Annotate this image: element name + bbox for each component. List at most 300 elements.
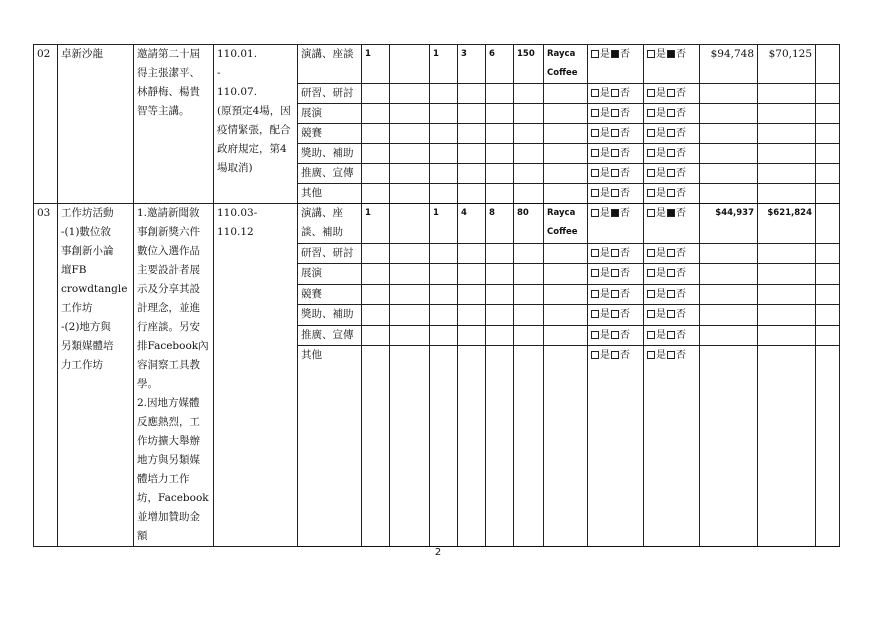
- yes-checkbox[interactable]: [591, 50, 599, 58]
- no-checkbox[interactable]: [667, 209, 675, 217]
- no-label: 否: [676, 49, 686, 60]
- yes-checkbox[interactable]: [591, 351, 599, 359]
- stat-value: [362, 104, 390, 124]
- yes-label: 是: [600, 288, 610, 300]
- venue: [544, 104, 588, 124]
- option-group-cell: [588, 305, 644, 325]
- option-group-cell: [644, 325, 700, 345]
- yes-checkbox[interactable]: [647, 189, 655, 197]
- page-number: 2: [434, 547, 442, 558]
- activity-table: [33, 44, 840, 547]
- yes-label: 是: [600, 309, 610, 321]
- yes-label: 是: [656, 128, 666, 139]
- no-label: 否: [620, 49, 630, 60]
- stat-value: [430, 144, 458, 164]
- stat-value: [430, 164, 458, 184]
- stat-value: [390, 346, 430, 547]
- venue: [544, 284, 588, 304]
- remarks-cell: [816, 264, 840, 284]
- stat-value: [514, 144, 544, 164]
- no-checkbox[interactable]: [611, 109, 619, 117]
- category-label: 競賽: [298, 284, 362, 304]
- no-checkbox[interactable]: [611, 89, 619, 97]
- stat-value: [362, 164, 390, 184]
- no-label: 否: [676, 329, 686, 341]
- option-group-cell: [588, 346, 644, 547]
- item-description: 邀請第二十屆 得主張潔平、 林靜梅、楊貴 智等主講。: [134, 45, 214, 204]
- amount-1: [700, 144, 758, 164]
- no-checkbox[interactable]: [611, 269, 619, 277]
- no-checkbox[interactable]: [611, 189, 619, 197]
- amount-2: [758, 184, 816, 204]
- amount-1: [700, 104, 758, 124]
- stat-value: [390, 325, 430, 345]
- stat-value: [486, 284, 514, 304]
- amount-1: [700, 346, 758, 547]
- no-label: 否: [676, 128, 686, 139]
- stat-value: [430, 284, 458, 304]
- yes-checkbox[interactable]: [647, 169, 655, 177]
- yes-label: 是: [656, 268, 666, 280]
- yes-label: 是: [600, 148, 610, 159]
- no-label: 否: [620, 268, 630, 280]
- yes-checkbox[interactable]: [591, 169, 599, 177]
- stat-value: [362, 84, 390, 104]
- stat-value: [486, 84, 514, 104]
- stat-value: [362, 325, 390, 345]
- option-group-cell: [644, 164, 700, 184]
- amount-1: [700, 84, 758, 104]
- no-label: 否: [676, 350, 686, 362]
- stat-value: [430, 104, 458, 124]
- stat-value: [458, 84, 486, 104]
- no-label: 否: [676, 309, 686, 321]
- amount-2: $621,824: [758, 204, 816, 244]
- no-checkbox[interactable]: [611, 149, 619, 157]
- no-label: 否: [676, 88, 686, 99]
- no-checkbox[interactable]: [611, 249, 619, 257]
- option-group-cell: [644, 184, 700, 204]
- stat-value: [458, 243, 486, 263]
- option-group-cell: [588, 84, 644, 104]
- stat-value: [390, 305, 430, 325]
- yes-label: 是: [600, 128, 610, 139]
- option-group-cell: [644, 124, 700, 144]
- option-group-cell: [644, 144, 700, 164]
- no-label: 否: [620, 288, 630, 300]
- yes-checkbox[interactable]: [591, 149, 599, 157]
- option-group-cell: [588, 284, 644, 304]
- amount-1: [700, 305, 758, 325]
- stat-value: [486, 184, 514, 204]
- yes-label: 是: [600, 268, 610, 280]
- option-group-cell: [588, 104, 644, 124]
- stat-value: [430, 243, 458, 263]
- yes-checkbox[interactable]: [647, 331, 655, 339]
- option-group-cell: [644, 84, 700, 104]
- stat-value: [458, 144, 486, 164]
- option-group-cell: [588, 204, 644, 244]
- yes-checkbox[interactable]: [591, 129, 599, 137]
- stat-value: [430, 184, 458, 204]
- venue: [544, 164, 588, 184]
- item-description: 1.邀請新聞敘 事創新獎六件 數位入選作品 主要設計者展 示及分享其設 計理念，並進 行座談。另安 排Facebook內 容洞察工具教 學。 2.因地方媒體 反應熱烈，工 作坊擴大舉辦 地方與另類媒 體培力工作 坊，Facebook 並增加贊助金 額: [134, 204, 214, 547]
- stat-value: [390, 104, 430, 124]
- remarks-cell: [816, 184, 840, 204]
- no-checkbox[interactable]: [667, 189, 675, 197]
- stat-value: [430, 305, 458, 325]
- option-group-cell: [588, 164, 644, 184]
- stat-value: 1: [362, 204, 390, 244]
- option-group-cell: [644, 243, 700, 263]
- option-group-cell: [588, 124, 644, 144]
- yes-label: 是: [656, 288, 666, 300]
- item-title: 卓新沙龍: [58, 45, 134, 204]
- stat-value: [390, 144, 430, 164]
- yes-checkbox[interactable]: [591, 290, 599, 298]
- stat-value: [486, 104, 514, 124]
- category-label: 演講、座談: [298, 45, 362, 84]
- stat-value: [390, 164, 430, 184]
- no-label: 否: [676, 247, 686, 259]
- category-label: 獎助、補助: [298, 144, 362, 164]
- venue: [544, 305, 588, 325]
- stat-value: [390, 45, 430, 84]
- yes-checkbox[interactable]: [591, 109, 599, 117]
- stat-value: [458, 325, 486, 345]
- stat-value: [362, 346, 390, 547]
- amount-1: [700, 284, 758, 304]
- yes-checkbox[interactable]: [647, 249, 655, 257]
- remarks-cell: [816, 325, 840, 345]
- amount-1: [700, 243, 758, 263]
- no-label: 否: [620, 247, 630, 259]
- no-checkbox[interactable]: [667, 290, 675, 298]
- venue: [544, 346, 588, 547]
- yes-label: 是: [600, 247, 610, 259]
- stat-value: 1: [430, 204, 458, 244]
- no-label: 否: [620, 329, 630, 341]
- item-period: 110.03-110.12: [214, 204, 298, 547]
- no-label: 否: [620, 128, 630, 139]
- amount-2: [758, 144, 816, 164]
- option-group-cell: [588, 243, 644, 263]
- no-checkbox[interactable]: [611, 209, 619, 217]
- amount-2: [758, 346, 816, 547]
- yes-label: 是: [656, 168, 666, 179]
- option-group-cell: [644, 305, 700, 325]
- amount-1: $94,748: [700, 45, 758, 84]
- yes-checkbox[interactable]: [647, 129, 655, 137]
- no-checkbox[interactable]: [667, 50, 675, 58]
- yes-label: 是: [600, 350, 610, 362]
- stat-value: [514, 305, 544, 325]
- item-number: 03: [34, 204, 58, 547]
- stat-value: [486, 124, 514, 144]
- no-label: 否: [620, 108, 630, 119]
- yes-checkbox[interactable]: [591, 89, 599, 97]
- category-label: 研習、研討: [298, 243, 362, 263]
- option-group-cell: [644, 104, 700, 124]
- stat-value: [458, 346, 486, 547]
- no-checkbox[interactable]: [611, 331, 619, 339]
- stat-value: [486, 164, 514, 184]
- no-label: 否: [676, 288, 686, 300]
- option-group-cell: [644, 284, 700, 304]
- item-title: 工作坊活動 -(1)數位敘 事創新小論 壇FB crowdtangle 工作坊 -(2)地方與 另類媒體培 力工作坊: [58, 204, 134, 547]
- stat-value: [514, 284, 544, 304]
- remarks-cell: [816, 204, 840, 244]
- stat-value: [486, 305, 514, 325]
- category-label: 其他: [298, 346, 362, 547]
- amount-2: [758, 305, 816, 325]
- no-checkbox[interactable]: [611, 129, 619, 137]
- no-checkbox[interactable]: [611, 310, 619, 318]
- venue: [544, 264, 588, 284]
- venue: [544, 325, 588, 345]
- yes-checkbox[interactable]: [591, 269, 599, 277]
- stat-value: [362, 124, 390, 144]
- stat-value: [390, 284, 430, 304]
- stat-value: [458, 184, 486, 204]
- stat-value: [390, 124, 430, 144]
- stat-value: [514, 124, 544, 144]
- stat-value: [458, 264, 486, 284]
- no-checkbox[interactable]: [667, 351, 675, 359]
- yes-label: 是: [656, 208, 666, 219]
- stat-value: [390, 243, 430, 263]
- no-label: 否: [676, 268, 686, 280]
- amount-2: [758, 284, 816, 304]
- venue: Rayca Coffee: [544, 204, 588, 244]
- yes-label: 是: [600, 108, 610, 119]
- stat-value: [362, 144, 390, 164]
- venue: [544, 124, 588, 144]
- no-label: 否: [676, 208, 686, 219]
- stat-value: [486, 264, 514, 284]
- no-label: 否: [620, 88, 630, 99]
- venue: [544, 184, 588, 204]
- stat-value: [430, 264, 458, 284]
- stat-value: [514, 84, 544, 104]
- no-checkbox[interactable]: [667, 129, 675, 137]
- option-group-cell: [644, 45, 700, 84]
- yes-label: 是: [600, 49, 610, 60]
- yes-label: 是: [600, 168, 610, 179]
- no-checkbox[interactable]: [667, 89, 675, 97]
- remarks-cell: [816, 104, 840, 124]
- yes-label: 是: [656, 188, 666, 199]
- stat-value: [514, 325, 544, 345]
- stat-value: [390, 204, 430, 244]
- yes-checkbox[interactable]: [591, 249, 599, 257]
- no-checkbox[interactable]: [611, 50, 619, 58]
- no-checkbox[interactable]: [667, 109, 675, 117]
- stat-value: [514, 264, 544, 284]
- yes-checkbox[interactable]: [647, 50, 655, 58]
- no-label: 否: [676, 188, 686, 199]
- table-row: [34, 204, 840, 244]
- amount-1: [700, 124, 758, 144]
- option-group-cell: [588, 184, 644, 204]
- amount-1: [700, 184, 758, 204]
- stat-value: [362, 284, 390, 304]
- stat-value: [514, 243, 544, 263]
- yes-checkbox[interactable]: [647, 109, 655, 117]
- yes-label: 是: [600, 329, 610, 341]
- no-label: 否: [620, 208, 630, 219]
- yes-label: 是: [600, 88, 610, 99]
- remarks-cell: [816, 124, 840, 144]
- yes-label: 是: [600, 208, 610, 219]
- stat-value: [390, 264, 430, 284]
- remarks-cell: [816, 346, 840, 547]
- yes-label: 是: [656, 309, 666, 321]
- amount-1: $44,937: [700, 204, 758, 244]
- category-label: 展演: [298, 104, 362, 124]
- no-checkbox[interactable]: [667, 310, 675, 318]
- stat-value: 150: [514, 45, 544, 84]
- stat-value: [458, 284, 486, 304]
- amount-1: [700, 325, 758, 345]
- stat-value: 4: [458, 204, 486, 244]
- option-group-cell: [588, 45, 644, 84]
- yes-checkbox[interactable]: [647, 89, 655, 97]
- stat-value: [430, 84, 458, 104]
- yes-checkbox[interactable]: [591, 331, 599, 339]
- stat-value: [458, 305, 486, 325]
- stat-value: [362, 184, 390, 204]
- no-checkbox[interactable]: [667, 269, 675, 277]
- no-label: 否: [676, 108, 686, 119]
- venue: Rayca Coffee: [544, 45, 588, 84]
- amount-2: [758, 264, 816, 284]
- item-period: 110.01. - 110.07. (原預定4場，因 疫情緊張，配合 政府規定，第4 場取消): [214, 45, 298, 204]
- stat-value: 6: [486, 45, 514, 84]
- stat-value: [514, 104, 544, 124]
- no-label: 否: [620, 168, 630, 179]
- stat-value: [514, 164, 544, 184]
- category-label: 獎助、補助: [298, 305, 362, 325]
- stat-value: [390, 184, 430, 204]
- amount-2: [758, 104, 816, 124]
- stat-value: [514, 346, 544, 547]
- no-checkbox[interactable]: [611, 290, 619, 298]
- no-checkbox[interactable]: [667, 169, 675, 177]
- remarks-cell: [816, 45, 840, 84]
- yes-checkbox[interactable]: [647, 149, 655, 157]
- amount-2: [758, 164, 816, 184]
- yes-checkbox[interactable]: [591, 189, 599, 197]
- stat-value: [458, 164, 486, 184]
- no-label: 否: [620, 188, 630, 199]
- yes-checkbox[interactable]: [647, 269, 655, 277]
- no-checkbox[interactable]: [667, 149, 675, 157]
- stat-value: [486, 325, 514, 345]
- yes-label: 是: [656, 108, 666, 119]
- stat-value: 1: [430, 45, 458, 84]
- yes-checkbox[interactable]: [647, 290, 655, 298]
- no-checkbox[interactable]: [611, 351, 619, 359]
- stat-value: [458, 104, 486, 124]
- remarks-cell: [816, 284, 840, 304]
- item-number: 02: [34, 45, 58, 204]
- yes-checkbox[interactable]: [591, 310, 599, 318]
- remarks-cell: [816, 243, 840, 263]
- yes-label: 是: [656, 247, 666, 259]
- remarks-cell: [816, 305, 840, 325]
- stat-value: [362, 264, 390, 284]
- stat-value: [430, 325, 458, 345]
- stat-value: [486, 243, 514, 263]
- yes-label: 是: [656, 148, 666, 159]
- category-label: 推廣、宣傳: [298, 325, 362, 345]
- stat-value: [486, 346, 514, 547]
- amount-2: [758, 325, 816, 345]
- category-label: 推廣、宣傳: [298, 164, 362, 184]
- category-label: 競賽: [298, 124, 362, 144]
- stat-value: 3: [458, 45, 486, 84]
- yes-checkbox[interactable]: [647, 351, 655, 359]
- no-label: 否: [620, 350, 630, 362]
- stat-value: [390, 84, 430, 104]
- amount-2: [758, 124, 816, 144]
- amount-2: [758, 243, 816, 263]
- category-label: 演講、座 談、補助: [298, 204, 362, 244]
- stat-value: [514, 184, 544, 204]
- amount-1: [700, 264, 758, 284]
- stat-value: [362, 305, 390, 325]
- no-checkbox[interactable]: [667, 249, 675, 257]
- yes-label: 是: [656, 49, 666, 60]
- remarks-cell: [816, 84, 840, 104]
- option-group-cell: [644, 346, 700, 547]
- category-label: 研習、研討: [298, 84, 362, 104]
- amount-2: $70,125: [758, 45, 816, 84]
- no-label: 否: [676, 148, 686, 159]
- venue: [544, 144, 588, 164]
- category-label: 其他: [298, 184, 362, 204]
- no-label: 否: [676, 168, 686, 179]
- option-group-cell: [644, 264, 700, 284]
- stat-value: 1: [362, 45, 390, 84]
- stat-value: [362, 243, 390, 263]
- amount-2: [758, 84, 816, 104]
- yes-label: 是: [600, 188, 610, 199]
- stat-value: 8: [486, 204, 514, 244]
- option-group-cell: [588, 144, 644, 164]
- yes-checkbox[interactable]: [647, 310, 655, 318]
- stat-value: [458, 124, 486, 144]
- no-checkbox[interactable]: [667, 331, 675, 339]
- stat-value: [430, 346, 458, 547]
- yes-checkbox[interactable]: [647, 209, 655, 217]
- yes-label: 是: [656, 350, 666, 362]
- category-label: 展演: [298, 264, 362, 284]
- stat-value: [430, 124, 458, 144]
- yes-checkbox[interactable]: [591, 209, 599, 217]
- no-label: 否: [620, 309, 630, 321]
- stat-value: 80: [514, 204, 544, 244]
- option-group-cell: [644, 204, 700, 244]
- option-group-cell: [588, 264, 644, 284]
- yes-label: 是: [656, 88, 666, 99]
- option-group-cell: [588, 325, 644, 345]
- remarks-cell: [816, 164, 840, 184]
- yes-label: 是: [656, 329, 666, 341]
- no-checkbox[interactable]: [611, 169, 619, 177]
- venue: [544, 84, 588, 104]
